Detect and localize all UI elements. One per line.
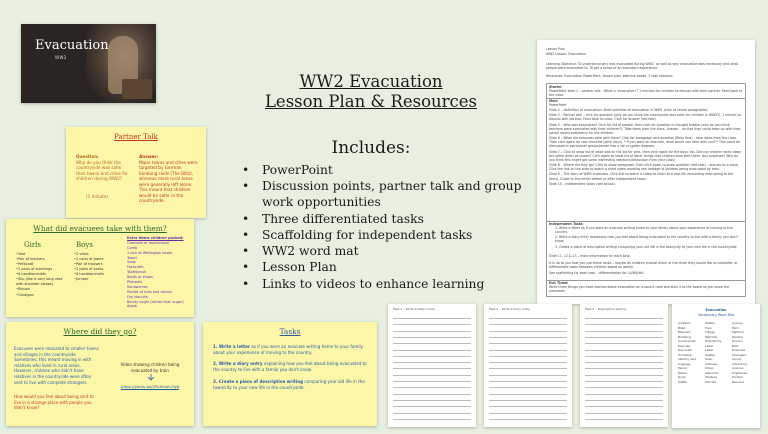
partner-talk-slide bbox=[66, 127, 206, 218]
word-mat bbox=[672, 304, 760, 428]
boys-item: • 2 pairs of pants bbox=[74, 257, 124, 262]
task-lead: 1. Write a letter bbox=[213, 344, 250, 349]
boys-heading: Boys bbox=[76, 241, 93, 249]
word-mat-word: Identity card bbox=[678, 357, 697, 361]
writing-line bbox=[585, 381, 663, 382]
writing-line bbox=[393, 331, 471, 332]
resource-headline bbox=[216, 72, 526, 112]
extra-item: Overcoat or mackintosh bbox=[127, 240, 169, 245]
word-mat-word: Safety bbox=[678, 379, 688, 384]
writing-line bbox=[585, 356, 663, 357]
word-mat-subtitle: Vocabulary Word Mat bbox=[698, 313, 734, 317]
word-mat-word: Ration bbox=[678, 370, 688, 375]
writing-line bbox=[393, 362, 471, 363]
word-mat-word: Wartime bbox=[705, 334, 718, 339]
lesson-plan-title: Lesson Plan bbox=[546, 47, 565, 51]
independent-tasks-heading: Independent Tasks bbox=[549, 222, 583, 226]
girls-item: • 2 pairs of stockings bbox=[16, 267, 70, 272]
task-lead: 2. Write a diary entry bbox=[213, 361, 263, 367]
word-mat-word: Siren bbox=[705, 357, 713, 361]
word-mat-word: Letter bbox=[705, 348, 714, 352]
word-mat-word: Homesick bbox=[678, 352, 693, 357]
extra-item: Sandwiches bbox=[127, 284, 148, 289]
partner-talk-title: Partner Talk bbox=[114, 133, 158, 141]
writing-line bbox=[393, 413, 471, 414]
word-mat-word: Frightened bbox=[732, 370, 748, 375]
main-line: Slide 10 – Independent tasks (see below). bbox=[549, 181, 616, 186]
includes-item: • Scaffolding for independent tasks bbox=[232, 227, 532, 243]
extra-item: Dry biscuits bbox=[127, 294, 148, 299]
word-mat-word: London bbox=[732, 339, 743, 343]
girls-item: • 6 handkerchiefs bbox=[16, 272, 70, 277]
includes-item: • Lesson Plan bbox=[232, 259, 532, 275]
writing-line bbox=[489, 350, 567, 351]
extra-item: Packet of nuts and raisins bbox=[127, 289, 172, 294]
word-mat-word: Wireless bbox=[705, 375, 718, 379]
writing-line bbox=[585, 387, 663, 388]
writing-line bbox=[489, 356, 567, 357]
task-item bbox=[213, 379, 371, 390]
task-description: as if you were an evacuee writing home to your family about your experience of moving to the country. bbox=[213, 344, 364, 355]
lesson-plan-subtitle: WW2 Lesson: Evacuation bbox=[546, 52, 587, 56]
worksheet-task-3 bbox=[580, 304, 668, 427]
word-column bbox=[705, 321, 729, 384]
writing-line bbox=[489, 387, 567, 388]
task-description: comparing your old life in the town/city to your new life in the countryside. bbox=[213, 378, 365, 390]
writing-line bbox=[585, 375, 663, 376]
boys-items-list bbox=[74, 252, 124, 282]
includes-item: • Links to videos to enhance learning bbox=[232, 276, 532, 292]
writing-line bbox=[489, 324, 567, 325]
word-mat-word: Luggage bbox=[678, 361, 691, 366]
choice-line: It is up to you how you use these tasks – maybe let children choose which of the three they would like to complete, or differentiate tasks between children based on ability. bbox=[549, 261, 738, 270]
main-lines bbox=[549, 103, 743, 187]
boys-item: • 2 vests bbox=[74, 252, 124, 257]
writing-line bbox=[393, 381, 471, 382]
question-text: Why do you think the countryside was safer than towns and cities for children during WW2? bbox=[76, 160, 128, 182]
suitcase-figure bbox=[122, 79, 152, 99]
scaffold-line: See scaffolding for each task – differentiation for LA/MA/HA. bbox=[549, 271, 645, 275]
main-line: Slide 8 – Where did they go? Click to show paragraph, then click again to show question (red text) – discuss as a class. Click the link on the slide to watch a short video showing real footage of children being evacuated by train. bbox=[549, 163, 739, 172]
worksheet-header: Task 3 – Descriptive writing bbox=[585, 307, 627, 311]
headline-line-1: WW2 Evacuation bbox=[299, 72, 443, 91]
word-mat-word: Village bbox=[705, 330, 715, 334]
worksheet-header: Task 1 – Write a letter home bbox=[393, 307, 435, 311]
starter-text: PowerPoint slide 1 – partner talk – What is 'evacuation'? 1 minutes for children to discuss with their partner. Feed back to the class. bbox=[549, 89, 743, 98]
writing-line bbox=[393, 343, 471, 344]
video-link[interactable]: https://youtu.be/2Po9Xdeu7g8 bbox=[120, 384, 180, 389]
word-mat-word: Evacuee bbox=[678, 343, 691, 348]
task-item bbox=[213, 344, 371, 355]
extra-item: Apple bbox=[127, 304, 137, 309]
writing-line bbox=[489, 368, 567, 369]
writing-line bbox=[393, 387, 471, 388]
arrow-down-icon bbox=[140, 374, 162, 382]
learning-objective: Learning Objective: To understand why was evacuated during WW2, as well as why evacuation was necessary and what people were evacuated to. To get a sense of an evacuee's experience. bbox=[546, 62, 738, 71]
word-mat-word: Farm bbox=[732, 325, 740, 330]
tasks-list bbox=[213, 344, 371, 396]
task-line: 2. Write a diary entry explaining how you feel about being evacuated to the country to live with a family you don't know. bbox=[555, 235, 738, 244]
task-description: explaining how you feel about being evacuated to the country to live with a family you don't know. bbox=[213, 361, 367, 373]
extra-item: 1 pair of Wellington boots bbox=[127, 250, 173, 255]
word-mat-word: Anxious bbox=[732, 366, 744, 370]
main-line: PowerPoint bbox=[549, 103, 567, 107]
writing-line bbox=[585, 362, 663, 363]
writing-line bbox=[393, 375, 471, 376]
word-mat-word: Journey bbox=[732, 321, 743, 325]
worksheet-header: Task 2 – Write a diary entry bbox=[489, 307, 530, 311]
writing-line bbox=[489, 375, 567, 376]
writing-line bbox=[489, 381, 567, 382]
word-mat-word: Urban bbox=[705, 366, 714, 370]
includes-item: • WW2 word mat bbox=[232, 243, 532, 259]
writing-line bbox=[585, 419, 663, 420]
word-column bbox=[678, 321, 702, 384]
extra-item: Boots or shoes bbox=[127, 275, 153, 280]
word-mat-word: Worried bbox=[705, 379, 717, 384]
writing-line bbox=[393, 350, 471, 351]
extra-item: Facecloth bbox=[127, 265, 144, 270]
word-mat-word: Shelter bbox=[705, 352, 716, 357]
writing-line bbox=[489, 406, 567, 407]
tasks-slide bbox=[203, 322, 377, 426]
includes-item: • Three differentiated tasks bbox=[232, 211, 532, 227]
task-line: 3. Create a piece of descriptive writing comparing your old life in the town/city to your new life in the countryside. bbox=[555, 244, 738, 249]
girls-item: • Cardigan bbox=[16, 293, 70, 298]
writing-line bbox=[585, 350, 663, 351]
extra-items-list bbox=[127, 236, 187, 309]
word-mat-word: Countryside bbox=[678, 339, 696, 343]
answer-text: Major towns and cities were targeted by German bombing raids (The Blitz), whereas more rural areas were generally left alone. This meant that children would be safer in the countryside. bbox=[139, 160, 198, 204]
writing-line bbox=[585, 368, 663, 369]
headline-line-2: Lesson Plan & Resources bbox=[264, 91, 478, 111]
writing-line bbox=[393, 368, 471, 369]
writing-line bbox=[489, 318, 567, 319]
extra-item: Toothbrush bbox=[127, 270, 147, 275]
worksheet-task-1 bbox=[388, 304, 476, 427]
extra-item: Comb bbox=[127, 245, 138, 250]
question-heading: Question: bbox=[76, 154, 99, 159]
writing-line bbox=[393, 337, 471, 338]
tasks-title: Tasks bbox=[279, 327, 301, 336]
evacuation-slide-subtitle: WW2 bbox=[55, 55, 67, 60]
main-line: Slide 2 – Definition of evacuation. Brief overview of evacuation in WW2 (click to reveal paragraphs). bbox=[549, 108, 709, 113]
extra-item: Plimsolls bbox=[127, 280, 143, 285]
word-column bbox=[732, 321, 756, 384]
includes-list bbox=[232, 162, 532, 292]
writing-line bbox=[393, 356, 471, 357]
extra-item: Barley sugar (rather than sugar) bbox=[127, 299, 184, 304]
extra-item: Extra items children packed: bbox=[127, 236, 184, 240]
where-title: Where did they go? bbox=[63, 327, 137, 336]
independent-task-lines bbox=[555, 226, 743, 250]
word-mat-word: Billet bbox=[678, 325, 686, 330]
word-mat-word: Rural bbox=[678, 375, 686, 379]
extra-item: Soap bbox=[127, 260, 136, 265]
writing-line bbox=[393, 394, 471, 395]
writing-line bbox=[489, 337, 567, 338]
writing-line bbox=[393, 400, 471, 401]
girls-item: • Petticoat bbox=[16, 262, 70, 267]
extra-item: Towel bbox=[127, 255, 137, 260]
exit-ticket-heading: Exit Ticket bbox=[549, 281, 568, 285]
writing-line bbox=[585, 413, 663, 414]
word-mat-word: Host family bbox=[705, 339, 722, 343]
word-mat-word: Welcome bbox=[705, 370, 719, 375]
belongings-title: What did evacuees take with them? bbox=[33, 224, 167, 233]
girls-item: • Pair of knickers bbox=[16, 257, 70, 262]
evacuation-slide-title: Evacuation bbox=[35, 38, 109, 53]
word-mat-word: Station bbox=[705, 321, 716, 325]
writing-line bbox=[585, 406, 663, 407]
word-mat-word: Ambition bbox=[678, 321, 691, 325]
word-mat-word: Gas mask bbox=[678, 348, 693, 352]
writing-line bbox=[489, 362, 567, 363]
main-line: Slide 7 – Click to show list of what was on the list for girls, then click again for the boys' list. Did any children write down the same items as shown? Click again to show list of other things that children took with them. Any surprises? Why do you think this might get some interesting reactions/discussion from your class! bbox=[549, 149, 742, 162]
lesson-plan-table bbox=[546, 83, 746, 297]
word-mat-word: Kindness bbox=[732, 348, 745, 352]
main-line: Slide 6 – What did evacuees take with them? Click for paragraph and question (Boys first) – take ideas from the class. Then click again for real checklist (girls' boys). * If you were an evacuee, what would you take with you? * This could be discussed in pairs/small groups/made into a list or spider diagram. bbox=[549, 136, 741, 149]
girls-items-list bbox=[16, 252, 70, 298]
time-label: (1 minute) bbox=[86, 194, 109, 199]
writing-line bbox=[585, 324, 663, 325]
main-line: Slide 3 – Partner talk – click for question (why do you think the countryside was safer for children in WW2?). 1 minute to discuss with partner. Feed back to class. Click for answer (red text). bbox=[549, 113, 741, 122]
word-mat-word: Parcel bbox=[678, 366, 687, 370]
video-caption: Video showing children being evacuated by train bbox=[120, 362, 180, 373]
word-mat-word: Nervous bbox=[732, 379, 744, 384]
writing-line bbox=[489, 413, 567, 414]
writing-line bbox=[393, 406, 471, 407]
main-line: Slide 9 – The story of WW2 evacuees. Click link to watch a video to listen to a real-life recounting evacuating to the farms. Guide to this either before or after independent tasks. bbox=[549, 172, 734, 181]
writing-line bbox=[393, 318, 471, 319]
girls-heading: Girls bbox=[24, 241, 42, 249]
slides-line: Slide 11, 12 & 13 – more information for each task. bbox=[549, 254, 631, 258]
word-mat-word: Blitz bbox=[732, 343, 739, 348]
worksheet-task-2 bbox=[484, 304, 572, 427]
writing-line bbox=[489, 419, 567, 420]
word-mat-word: Strangers bbox=[732, 352, 747, 357]
evacuee-belongings-slide bbox=[6, 219, 194, 317]
includes-item: • PowerPoint bbox=[232, 162, 532, 178]
main-line: Slide 5 – Who was evacuated? Click for list of people, then click for question in thought bubble (why do you think teachers were evacuated with their children?). Take ideas from the class. Answer – so that they could keep up with their school work/consistency for the children. bbox=[549, 122, 741, 135]
word-mat-word: Adventure bbox=[732, 361, 747, 366]
writing-line bbox=[393, 324, 471, 325]
resources-line: Resources: Evacuation PowerPoint, lesson plan, exercise books, 3 task sessions. bbox=[546, 74, 674, 78]
includes-heading: Includes: bbox=[331, 138, 411, 158]
word-mat-word: Lonely bbox=[732, 357, 742, 361]
writing-line bbox=[489, 343, 567, 344]
girls-item: • Blouse bbox=[16, 287, 70, 292]
boys-item: • Pair of trousers bbox=[74, 262, 124, 267]
writing-line bbox=[585, 318, 663, 319]
task-line: 1. Write a letter as if you were an evacuee writing home to your family about your experience of moving to the country. bbox=[555, 226, 733, 235]
writing-line bbox=[585, 394, 663, 395]
word-mat-word: Suitcase bbox=[705, 361, 718, 366]
where-body-text: Evacuees were relocated to smaller towns and villages in the countryside. Sometimes, this meant moving in with relatives who lived in rural areas. However, children who didn't have relatives in the countryside were often sent to live with complete strangers. bbox=[14, 346, 99, 385]
word-mat-word: Bombing bbox=[678, 334, 691, 339]
word-mat-word: Blackout bbox=[678, 330, 691, 334]
girls-item: • Vest bbox=[16, 252, 70, 257]
writing-line bbox=[585, 331, 663, 332]
word-mat-word: Platform bbox=[732, 330, 745, 334]
writing-line bbox=[393, 419, 471, 420]
girls-item: • Slip (like a very long vest with shoulder straps) bbox=[16, 277, 70, 287]
evacuation-slide-thumbnail bbox=[21, 24, 156, 103]
word-mat-title: Evacuation bbox=[705, 308, 727, 312]
starter-heading: Starter bbox=[549, 85, 562, 89]
where-question: How would you feel about being sent to live in a strange place with people you didn't know? bbox=[14, 394, 94, 411]
writing-line bbox=[489, 331, 567, 332]
main-heading: Main bbox=[549, 99, 558, 103]
writing-line bbox=[585, 400, 663, 401]
task-lead: 3. Create a piece of descriptive writing bbox=[213, 378, 304, 384]
word-mat-word: Excited bbox=[732, 375, 743, 379]
where-did-they-go-slide bbox=[6, 322, 194, 426]
boys-item: • Jumper bbox=[74, 277, 124, 282]
task-item bbox=[213, 361, 371, 372]
word-mat-word: Teacher bbox=[732, 334, 744, 339]
boys-item: • 6 handkerchiefs bbox=[74, 272, 124, 277]
writing-line bbox=[585, 343, 663, 344]
includes-item: • Discussion points, partner talk and group work opportunities bbox=[232, 178, 532, 210]
writing-line bbox=[585, 337, 663, 338]
writing-line bbox=[489, 394, 567, 395]
word-mat-word: Train bbox=[705, 325, 712, 330]
answer-heading: Answer: bbox=[139, 154, 159, 159]
exit-ticket-text: Write three things you have learned about evacuation on a post-it note and stick it to the board so you know the outcomes. bbox=[549, 285, 730, 294]
word-mat-word: Label bbox=[705, 343, 713, 348]
lesson-plan-document bbox=[537, 40, 755, 304]
boys-item: • 2 pairs of socks bbox=[74, 267, 124, 272]
writing-line bbox=[489, 400, 567, 401]
